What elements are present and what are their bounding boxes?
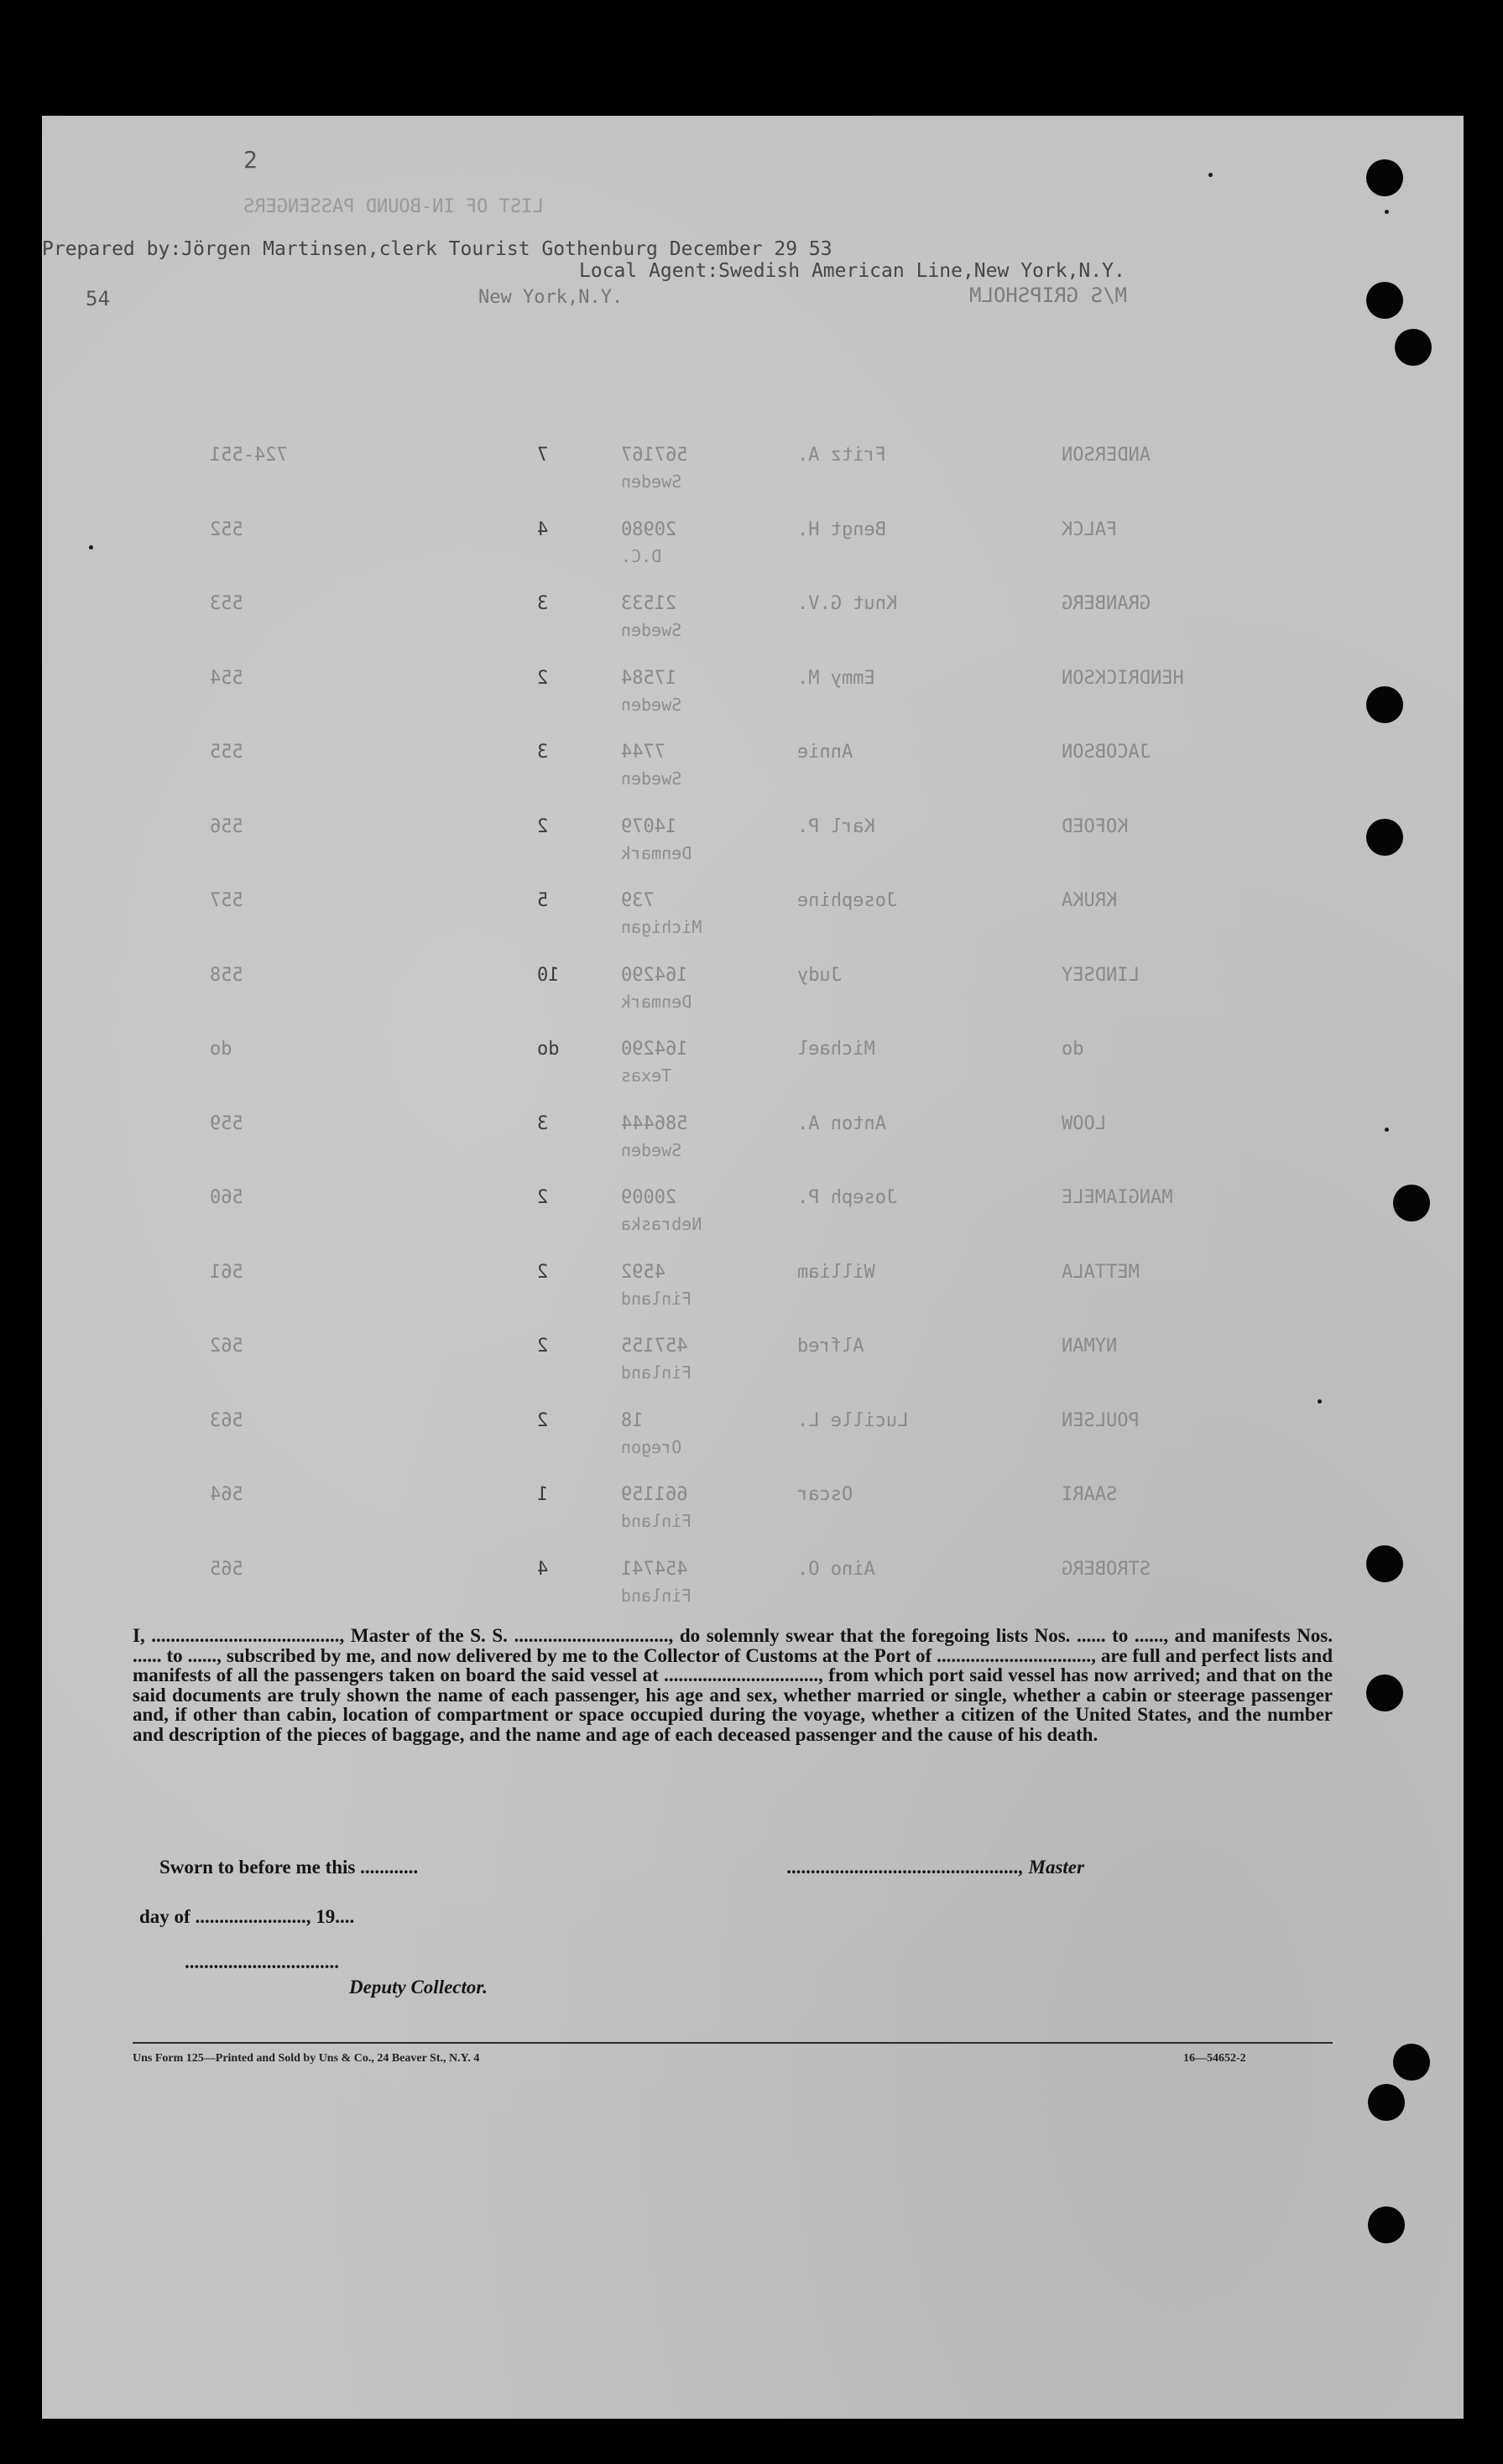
passenger-number: 564 <box>210 1484 243 1505</box>
passenger-number: do <box>210 1039 232 1060</box>
master-dots: ................................................, Master <box>787 1857 1084 1878</box>
passenger-surname: KRUKA <box>1062 890 1118 911</box>
passenger-row <box>42 1484 1464 1558</box>
passenger-surname: ANDERSON <box>1062 445 1151 466</box>
passenger-address: 586444 <box>621 1112 688 1134</box>
passenger-address: 20980 <box>621 518 677 540</box>
passenger-row <box>42 965 1464 1039</box>
passenger-number: 724-551 <box>210 445 288 466</box>
passenger-given: Lucille L. <box>797 1409 909 1431</box>
form-imprint: Uns Form 125—Printed and Sold by Uns & Co., 24 Beaver St., N.Y. 4 <box>133 2052 480 2065</box>
passenger-given: Aino O. <box>797 1558 875 1580</box>
passenger-place: Denmark <box>621 991 692 1012</box>
punch-hole <box>1393 2044 1430 2081</box>
ink-speck <box>89 545 93 550</box>
master-oath: I, ......................................., Master of the S. S. ................................, do solemnly swear that the foregoing lists Nos. ...... to ......, and manifests Nos. ...... to ......, subscribed by me, and now delivered by me to the Collector of Customs at the Port of ................................, are full and perfect lists and manifests of all the passengers taken on board the said vessel at ................................, from which port said vessel has now arrived; and that on the said documents are truly shown the name of each passenger, his age and sex, whether married or single, whether a cabin or steerage passenger and, if other than cabin, location of compartment or space occupied during the voyage, whether a citizen of the United States, and the number and description of the pieces of baggage, and the name and age of each deceased passenger and the cause of his death. <box>133 1625 1333 1745</box>
passenger-given: Karl P. <box>797 815 875 837</box>
deputy-dots: ................................ <box>185 1951 339 1972</box>
passenger-surname: NYMAN <box>1062 1336 1118 1357</box>
passenger-surname: FALCK <box>1062 518 1118 540</box>
header-line-1: Prepared by:Jörgen Martinsen,clerk Tourist Gothenburg December 29 53 <box>42 238 832 260</box>
passenger-address: 14079 <box>621 815 677 837</box>
passenger-given: Anton A. <box>797 1112 886 1134</box>
passenger-address: 4592 <box>621 1261 665 1283</box>
passenger-count: 2 <box>537 815 549 837</box>
passenger-surname: do <box>1062 1039 1084 1060</box>
punch-hole <box>1366 1545 1403 1582</box>
passenger-count: 1 <box>537 1484 549 1505</box>
passenger-row <box>42 593 1464 667</box>
day-line: day of ......................., 19.... <box>139 1906 355 1927</box>
footer-rule <box>133 2042 1333 2044</box>
passenger-row <box>42 1559 1464 1633</box>
passenger-count: do <box>537 1039 560 1060</box>
deputy-collector-label: Deputy Collector. <box>349 1977 488 1998</box>
passenger-count: 3 <box>537 742 549 763</box>
punch-hole <box>1366 686 1403 723</box>
passenger-surname: LINDSEY <box>1062 964 1140 986</box>
passenger-number: 558 <box>210 964 243 986</box>
header-line-2: Local Agent:Swedish American Line,New York,N.Y. <box>579 260 1125 282</box>
passenger-surname: SAARI <box>1062 1484 1118 1505</box>
punch-hole <box>1366 819 1403 856</box>
punch-hole <box>1366 159 1403 196</box>
passenger-address: 18 <box>621 1409 644 1431</box>
passenger-place: Finland <box>621 1585 692 1606</box>
margin-mark: 54 <box>86 287 110 310</box>
passenger-address: 739 <box>621 890 655 911</box>
passenger-row <box>42 668 1464 742</box>
ship-name <box>969 284 1127 307</box>
passenger-address: 454741 <box>621 1558 688 1580</box>
punch-hole <box>1368 2084 1405 2121</box>
passenger-given: Annie <box>797 742 853 763</box>
passenger-row <box>42 1039 1464 1112</box>
passenger-row <box>42 1113 1464 1187</box>
passenger-number: 561 <box>210 1261 243 1283</box>
passenger-row <box>42 519 1464 593</box>
passenger-count: 2 <box>537 667 549 689</box>
passenger-row <box>42 816 1464 890</box>
master-signature-line <box>787 1857 1084 1878</box>
passenger-place: Finland <box>621 1511 692 1531</box>
punch-hole <box>1366 282 1403 319</box>
passenger-number: 555 <box>210 742 243 763</box>
sworn-line: Sworn to before me this ............ <box>159 1857 419 1878</box>
passenger-surname: MANGIAMELE <box>1062 1187 1173 1208</box>
punch-hole <box>1393 1185 1430 1222</box>
passenger-address: 20009 <box>621 1187 677 1208</box>
passenger-place: Michigan <box>621 917 702 937</box>
passenger-count: 3 <box>537 1112 549 1134</box>
passenger-number: 565 <box>210 1558 243 1580</box>
ship-name-text: M/S GRIPSHOLM <box>969 284 1127 307</box>
passenger-place: Finland <box>621 1288 692 1309</box>
passenger-row <box>42 742 1464 815</box>
passenger-surname: POULSEN <box>1062 1409 1140 1431</box>
passenger-place: Finland <box>621 1362 692 1383</box>
passenger-given: Alfred <box>797 1336 864 1357</box>
passenger-place: Denmark <box>621 842 692 863</box>
passenger-count: 2 <box>537 1409 549 1431</box>
passenger-row <box>42 890 1464 964</box>
passenger-row <box>42 1410 1464 1484</box>
ink-speck <box>1318 1399 1322 1404</box>
passenger-given: Fritz A. <box>797 445 886 466</box>
passenger-place: Sweden <box>621 620 682 640</box>
passenger-row <box>42 1336 1464 1409</box>
passenger-surname: KOFOED <box>1062 815 1129 837</box>
passenger-row <box>42 1187 1464 1261</box>
passenger-place: Texas <box>621 1065 672 1086</box>
passenger-number: 553 <box>210 593 243 614</box>
passenger-surname: METTALA <box>1062 1261 1140 1283</box>
passenger-row <box>42 1262 1464 1336</box>
passenger-count: 5 <box>537 890 549 911</box>
passenger-place: Sweden <box>621 768 682 789</box>
passenger-number: 562 <box>210 1336 243 1357</box>
passenger-given: William <box>797 1261 875 1283</box>
page-number: 2 <box>243 146 258 174</box>
passenger-count: 3 <box>537 593 549 614</box>
ink-speck <box>1208 173 1213 177</box>
passenger-count: 2 <box>537 1187 549 1208</box>
form-number: 16—54652-2 <box>1183 2052 1246 2065</box>
passenger-number: 560 <box>210 1187 243 1208</box>
punch-hole <box>1368 2206 1405 2243</box>
passenger-place: Sweden <box>621 471 682 492</box>
passenger-count: 2 <box>537 1261 549 1283</box>
passenger-address: 21533 <box>621 593 677 614</box>
passenger-place: Nebraska <box>621 1214 702 1234</box>
passenger-surname: STROBERG <box>1062 1558 1151 1580</box>
passenger-number: 563 <box>210 1409 243 1431</box>
passenger-given: Knut G.V. <box>797 593 898 614</box>
list-title-text: LIST OF IN-BOUND PASSENGERS <box>243 196 544 217</box>
passenger-count: 2 <box>537 1336 549 1357</box>
passenger-count: 4 <box>537 518 549 540</box>
passenger-address: 7744 <box>621 742 665 763</box>
passenger-number: 559 <box>210 1112 243 1134</box>
passenger-number: 557 <box>210 890 243 911</box>
passenger-address: 164290 <box>621 1039 688 1060</box>
passenger-address: 457155 <box>621 1336 688 1357</box>
passenger-number: 552 <box>210 518 243 540</box>
passenger-surname: GRANBERG <box>1062 593 1151 614</box>
passenger-count: 4 <box>537 1558 549 1580</box>
passenger-given: Josephine <box>797 890 898 911</box>
passenger-place: D.C. <box>621 545 662 566</box>
document-page <box>42 116 1464 2419</box>
passenger-place: Sweden <box>621 1139 682 1160</box>
passenger-place: Oregon <box>621 1436 682 1457</box>
passenger-count: 7 <box>537 445 549 466</box>
passenger-given: Emmy M. <box>797 667 875 689</box>
list-title <box>243 196 544 217</box>
passenger-given: Oscar <box>797 1484 853 1505</box>
passenger-given: Bengt H. <box>797 518 886 540</box>
passenger-address: 567167 <box>621 445 688 466</box>
passenger-number: 556 <box>210 815 243 837</box>
passenger-surname: HENDRICKSON <box>1062 667 1184 689</box>
passenger-given: Joseph P. <box>797 1187 898 1208</box>
passenger-place: Sweden <box>621 694 682 715</box>
passenger-given: Michael <box>797 1039 875 1060</box>
ink-speck <box>1385 1128 1389 1132</box>
passenger-row <box>42 445 1464 518</box>
passenger-surname: LOOW <box>1062 1112 1106 1134</box>
passenger-address: 164290 <box>621 964 688 986</box>
passenger-surname: JACOBSON <box>1062 742 1151 763</box>
ink-speck <box>1385 210 1389 214</box>
punch-hole <box>1395 329 1432 366</box>
header-line-4: New York,N.Y. <box>478 287 624 308</box>
passenger-number: 554 <box>210 667 243 689</box>
passenger-given: Judy <box>797 964 842 986</box>
punch-hole <box>1366 1675 1403 1711</box>
passenger-address: 17584 <box>621 667 677 689</box>
passenger-count: 10 <box>537 964 560 986</box>
passenger-address: 661159 <box>621 1484 688 1505</box>
